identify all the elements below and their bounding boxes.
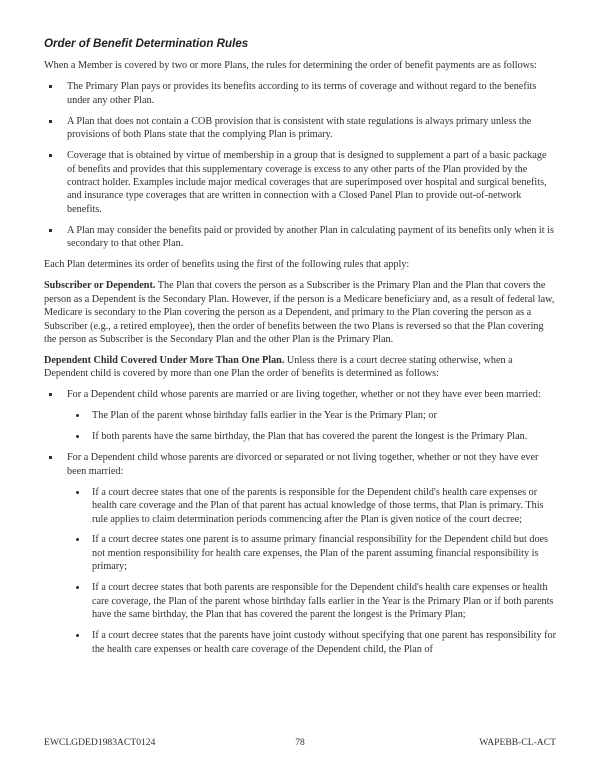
sub-list-item [88,533,556,573]
list-item [61,149,556,216]
item-text: For a Dependent child whose parents are married or are living together, whether or not they have ever been married: [67,389,541,401]
sub-list-item [88,430,556,443]
page-footer [44,737,556,750]
item-text: For a Dependent child whose parents are divorced or separated or not living together, whether or not they have ever been married: [67,452,539,477]
sub-item-text: If both parents have the same birthday, the Plan that has covered the parent the longest is the Primary Plan. [92,431,528,443]
list-item [61,115,556,142]
sub-item-text: The Plan of the parent whose birthday falls earlier in the Year is the Primary Plan; or [92,410,437,422]
dependent-child-heading: Dependent Child Covered Under More Than One Plan. [44,354,285,366]
sub-list [67,486,556,656]
sub-list-item [88,581,556,621]
sub-list-item [88,629,556,656]
list-item [61,224,556,251]
order-note-paragraph: Each Plan determines its order of benefits using the first of the following rules that apply: [44,259,410,271]
subscriber-paragraph [44,279,556,346]
footer-document-code-right: WAPEBB-CL-ACT [479,737,556,749]
sub-item-text: If a court decree states one parent is to assume primary financial responsibility for the Dependent child but does not mention responsibility for health care expenses, the Plan of the parent assuming financial responsibility is primary; [92,534,549,573]
list-item [61,451,556,656]
footer-document-code-left: EWCLGDED1983ACT0124 [44,737,156,749]
sub-item-text: If a court decree states that both parents are responsible for the Dependent child's health care expenses or health care coverage, the Plan of the parent whose birthday falls earlier in the Year is the Primary Plan or if both parents have the same birthday, the Plan that has covered the parent the longest is the Primary Plan; [92,582,554,621]
sub-list-item [88,486,556,526]
sub-list-item [88,409,556,422]
subscriber-text: The Plan that covers the person as a Subscriber is the Primary Plan and the Plan that covers the person as a Dependent is the Secondary Plan. However, if the person is a Medicare beneficiary and, as a result of federal law, Medicare is secondary to the Plan covering the person as a Dependent, and primary to the Plan covering the person as a Subscriber (e.g., a retired employee), then the order of benefits between the two Plans is reversed so that the Plan covering the person as Subscriber is the Secondary Plan and the other Plan is the Primary Plan. [44,280,555,345]
intro-paragraph: When a Member is covered by two or more Plans, the rules for determining the order of benefit payments are as follows: [44,60,537,72]
sub-item-text: If a court decree states that the parents have joint custody without specifying that one parent has responsibility for the health care expenses or health care coverage of the Dependent child, the Plan of [92,630,556,655]
footer-page-number: 78 [295,737,305,749]
dependent-child-paragraph [44,354,556,381]
rule-text: A Plan may consider the benefits paid or provided by another Plan in calculating payment of its benefits only when it is secondary to that other Plan. [67,224,554,250]
subscriber-heading: Subscriber or Dependent. [44,280,156,292]
rule-text: A Plan that does not contain a COB provision that is consistent with state regulations is always primary unless the provisions of both Plans state that the complying Plan is primary. [67,115,532,141]
sub-item-text: If a court decree states that one of the parents is responsible for the Dependent child's health care expenses or health care coverage and the Plan of that parent has actual knowledge of those terms, that Plan is primary. This rule applies to claim determination periods commencing after the Plan is given notice of the court decree; [92,486,544,525]
list-item [61,388,556,443]
page-title: Order of Benefit Determination Rules [44,37,249,50]
dependent-child-text: Unless there is a court decree stating otherwise, when a Dependent child is covered by more than one Plan the order of benefits is determined as follows: [44,354,513,380]
rule-text: The Primary Plan pays or provides its benefits according to its terms of coverage and without regard to the benefits under any other Plan. [67,81,537,106]
list-item [61,80,556,107]
dependent-child-list [44,388,556,656]
rule-text: Coverage that is obtained by virtue of membership in a group that is designed to supplement a part of a basic package of benefits and provides that this supplementary coverage is excess to any other parts of the Plan provided by the contract holder. Examples include major medical coverages that are superimposed over hospital and surgical benefits, and insurance type coverages that are written in connection with a Closed Panel Plan to provide out-of-network benefits. [67,150,547,215]
sub-list [67,409,556,443]
rules-list [44,80,556,250]
